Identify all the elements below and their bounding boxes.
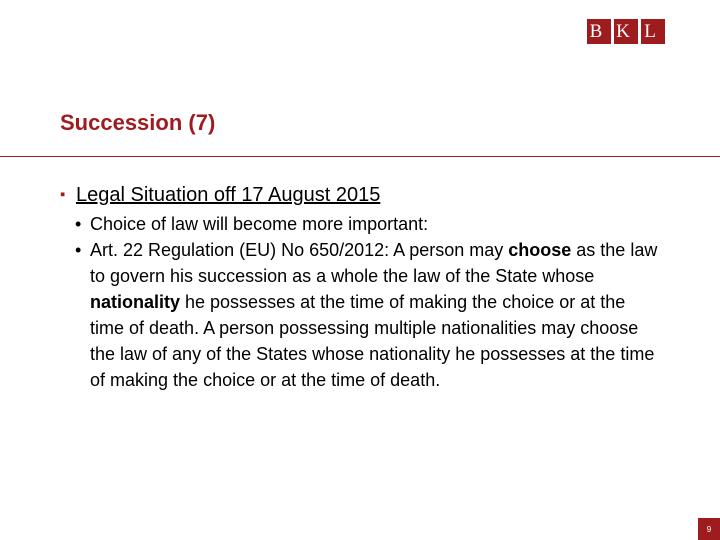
logo-letter-b: B xyxy=(587,19,611,44)
bullet-item xyxy=(75,237,660,393)
text-run: he possesses at the time of making the choice or at the time of death. A person possessing multiple nationalities may choose the law of any of the States whose nationality he possesses at the time of making the choice or at the time of death. xyxy=(90,292,655,390)
bkl-logo xyxy=(587,19,665,44)
bold-term: nationality xyxy=(90,292,181,312)
slide-title: Succession (7) xyxy=(60,110,216,135)
text-run: Art. 22 Regulation (EU) No 650/2012: A person may xyxy=(90,240,509,260)
logo-letter-k: K xyxy=(614,19,638,44)
square-bullet-icon: ▪ xyxy=(60,186,66,203)
text-run: Choice of law will become more important: xyxy=(90,214,429,234)
text-run: as the law to govern his succession as a whole the law of the State whose xyxy=(90,240,658,286)
bullet-item xyxy=(75,211,660,237)
logo-letter-l: L xyxy=(641,19,665,44)
level1-bullet-text: Legal Situation off 17 August 2015 xyxy=(76,184,381,206)
page-number: 9 xyxy=(698,518,720,540)
bullet-dot-icon: • xyxy=(75,240,82,260)
bullet-text xyxy=(90,211,660,237)
bullet-list xyxy=(60,211,660,393)
slide-body xyxy=(60,183,660,393)
title-divider xyxy=(0,156,720,157)
bullet-text xyxy=(90,237,660,393)
level1-bullet xyxy=(60,183,660,207)
bullet-dot-icon: • xyxy=(75,214,82,234)
bold-term: choose xyxy=(508,240,572,260)
